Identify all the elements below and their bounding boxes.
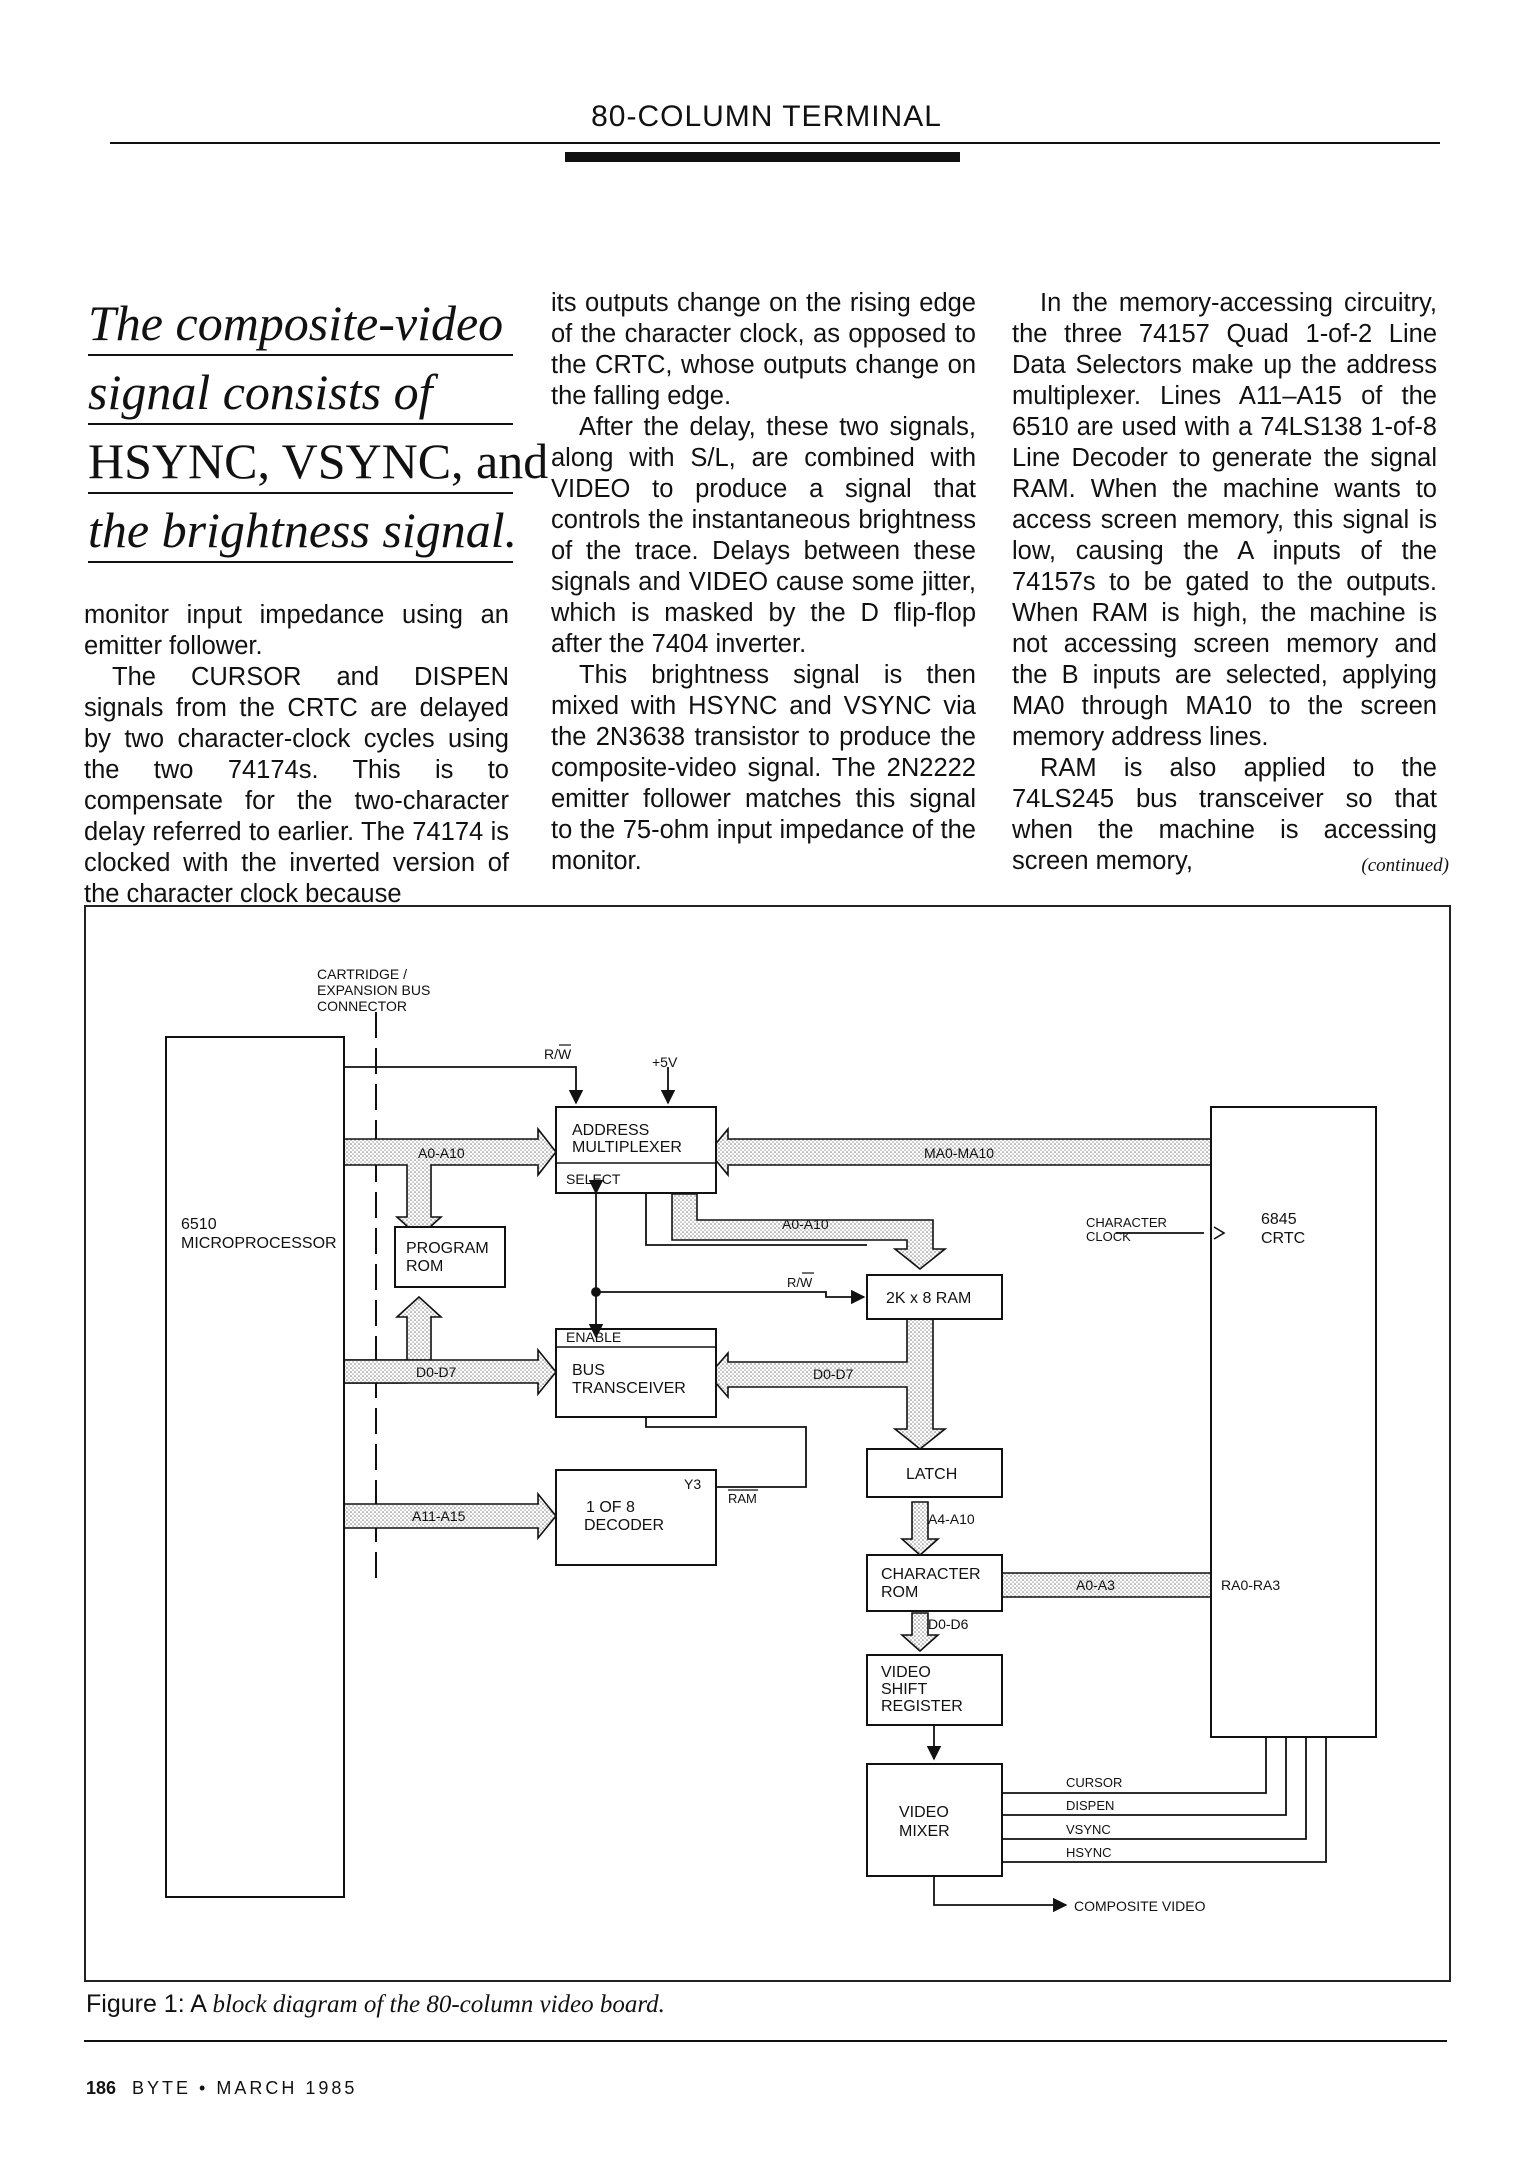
pull-quote-line: The composite-video bbox=[88, 290, 513, 356]
block-text: MIXER bbox=[899, 1823, 950, 1840]
paragraph: After the delay, these two signals, along with S/L, are combined with VIDEO to produce a signal that controls the instantaneous brightness of the trace. Delays between these signals and VIDEO cause some jitter, which is masked by the D flip-flop after the 7404 inverter. bbox=[551, 413, 976, 658]
rw-line bbox=[344, 1067, 576, 1103]
text-column-3 bbox=[1012, 288, 1437, 877]
signal-label: A0-A3 bbox=[1076, 1577, 1115, 1593]
pull-quote-line: signal consists of bbox=[88, 359, 513, 425]
block-text: TRANSCEIVER bbox=[572, 1380, 686, 1397]
block-text: 6845 bbox=[1261, 1211, 1297, 1228]
cursor-line bbox=[1002, 1737, 1266, 1793]
paragraph: its outputs change on the rising edge of the character clock, as opposed to the CRTC, whose outputs change on the falling edge. bbox=[551, 289, 976, 410]
signal-label: HSYNC bbox=[1066, 1845, 1112, 1860]
pull-quote bbox=[88, 290, 549, 563]
text-column-2 bbox=[551, 288, 976, 877]
block-diagram-figure bbox=[84, 905, 1451, 1982]
block-text: DECODER bbox=[584, 1517, 665, 1534]
pull-quote-line: HSYNC, VSYNC, and bbox=[88, 428, 513, 494]
block-character-rom bbox=[867, 1555, 1002, 1611]
block-text: VIDEO bbox=[899, 1804, 949, 1821]
block-text: ADDRESS bbox=[572, 1122, 650, 1139]
block-text: CRTC bbox=[1261, 1230, 1306, 1247]
signal-label: CONNECTOR bbox=[317, 998, 407, 1014]
block-text: CHARACTER bbox=[1086, 1215, 1167, 1230]
signal-label: EXPANSION BUS bbox=[317, 982, 431, 998]
block-6510-microprocessor bbox=[166, 1037, 344, 1897]
block-text: REGISTER bbox=[881, 1698, 963, 1715]
block-text: SELECT bbox=[566, 1171, 621, 1187]
caption-prefix: Figure 1: A bbox=[86, 1990, 213, 2018]
block-text: 1 OF 8 bbox=[586, 1499, 635, 1516]
block-diagram bbox=[86, 907, 1449, 1980]
block-text: Y3 bbox=[684, 1476, 702, 1492]
signal-label: COMPOSITE VIDEO bbox=[1074, 1898, 1206, 1914]
hsync-line bbox=[1002, 1737, 1326, 1862]
block-text: BUS bbox=[572, 1362, 605, 1379]
block-text: PROGRAM bbox=[406, 1240, 489, 1257]
signal-label: A11-A15 bbox=[412, 1508, 466, 1524]
page-header: 80-COLUMN TERMINAL bbox=[591, 100, 942, 133]
bus-arrow-a4-a10 bbox=[902, 1502, 938, 1555]
block-text: CHARACTER bbox=[881, 1566, 981, 1583]
signal-label: RAM bbox=[728, 1491, 757, 1506]
caption-rule bbox=[84, 2040, 1447, 2042]
block-text: 2K x 8 RAM bbox=[886, 1290, 972, 1307]
signal-label: A4-A10 bbox=[928, 1511, 975, 1527]
block-text: ROM bbox=[406, 1258, 444, 1275]
signal-lines bbox=[344, 1067, 1326, 1905]
continued-note: (continued) bbox=[1361, 855, 1449, 876]
block-text: MULTIPLEXER bbox=[572, 1139, 682, 1156]
signal-label: CARTRIDGE / bbox=[317, 966, 407, 982]
block-text: MICROPROCESSOR bbox=[181, 1235, 337, 1252]
pull-quote-line: the brightness signal. bbox=[88, 497, 513, 563]
caption-text: block diagram of the 80-column video board. bbox=[212, 1991, 665, 2018]
signal-label: RA0-RA3 bbox=[1221, 1577, 1281, 1593]
signal-label: CURSOR bbox=[1066, 1775, 1123, 1790]
signal-label: A0-A10 bbox=[418, 1145, 465, 1161]
signal-label: R/W bbox=[787, 1275, 813, 1290]
dispen-line bbox=[1002, 1737, 1286, 1815]
block-text: LATCH bbox=[906, 1466, 958, 1483]
signal-label: A0-A10 bbox=[782, 1216, 829, 1232]
paragraph: The CURSOR and DISPEN signals from the CRTC are delayed by two character-clock cycles using the two 74174s. This is to compensate for the two-character delay referred to earlier. The 74174 is clocked with the inverted version of the character clock because bbox=[84, 663, 509, 908]
paragraph: RAM is also applied to the 74LS245 bus transceiver so that when the machine is accessing screen memory, bbox=[1012, 754, 1437, 875]
signal-label: D0-D6 bbox=[928, 1616, 969, 1632]
signal-label: DISPEN bbox=[1066, 1798, 1115, 1813]
text-column-1 bbox=[84, 600, 509, 910]
rw-ram-line bbox=[596, 1292, 864, 1297]
composite-line bbox=[934, 1876, 1066, 1905]
page-footer bbox=[86, 2078, 357, 2099]
paragraph: monitor input impedance using an emitter follower. bbox=[84, 601, 509, 660]
signal-label: MA0-MA10 bbox=[924, 1145, 995, 1161]
header-rule bbox=[110, 142, 1440, 144]
block-text: VIDEO bbox=[881, 1664, 931, 1681]
signal-label: VSYNC bbox=[1066, 1822, 1111, 1837]
signal-label: R/W bbox=[544, 1046, 572, 1062]
signal-label: D0-D7 bbox=[813, 1366, 854, 1382]
vsync-line bbox=[1002, 1737, 1306, 1839]
block-text: CLOCK bbox=[1086, 1229, 1131, 1244]
signal-label: +5V bbox=[652, 1054, 678, 1070]
block-program-rom bbox=[395, 1227, 505, 1287]
page-number: 186 bbox=[86, 2078, 117, 2098]
figure-caption bbox=[86, 1990, 665, 2019]
block-text: ROM bbox=[881, 1584, 919, 1601]
block-text: ENABLE bbox=[566, 1329, 622, 1345]
paragraph: This brightness signal is then mixed with HSYNC and VSYNC via the 2N3638 transistor to produce the composite-video signal. The 2N2222 emitter follower matches this signal to the 75-ohm input impedance of the monitor. bbox=[551, 661, 976, 875]
block-text: 6510 bbox=[181, 1216, 217, 1233]
signal-label: D0-D7 bbox=[416, 1364, 457, 1380]
paragraph: In the memory-accessing circuitry, the three 74157 Quad 1-of-2 Line Data Selectors make up the address multiplexer. Lines A11–A15 of the 6510 are used with a 74LS138 1-of-8 Line Decoder to generate the signal RAM. When the machine wants to access screen memory, this signal is low, causing the A inputs of the 74157s to be gated to the outputs. When RAM is high, the machine is not accessing screen memory and the B inputs are selected, applying MA0 through MA10 to the screen memory address lines. bbox=[1012, 289, 1437, 751]
block-text: SHIFT bbox=[881, 1681, 928, 1698]
bus-arrows bbox=[340, 1129, 1211, 1651]
header-bar bbox=[565, 152, 960, 162]
publication: BYTE • MARCH 1985 bbox=[132, 2078, 358, 2098]
block-6845-crtc bbox=[1211, 1107, 1376, 1737]
